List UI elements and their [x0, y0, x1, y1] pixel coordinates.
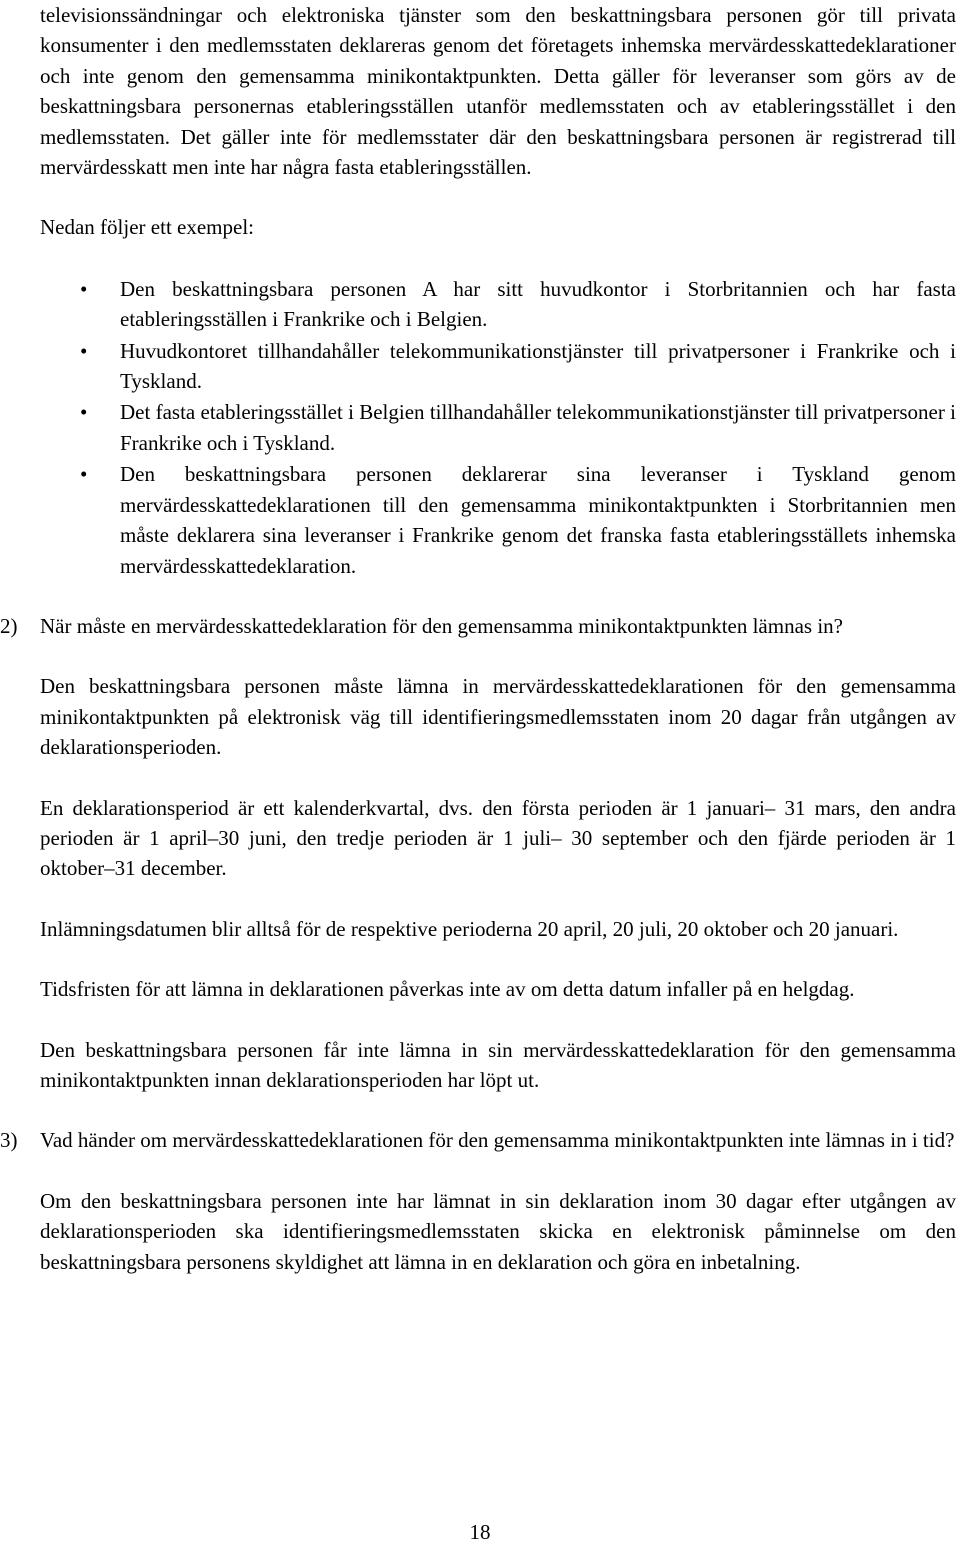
bullet-text: Den beskattningsbara personen A har sitt huvudkontor i Storbritannien och har fasta etableringsställen i Frankrike och i Belgien.: [120, 276, 956, 332]
question-3-number: 3): [0, 1128, 18, 1153]
answer-3-paragraph: Om den beskattningsbara personen inte har lämnat in sin deklaration inom 30 dagar efter utgången av deklarationsperioden ska identifieringsmedlemsstaten skicka en elektronisk påminnelse om den beskattningsbara personens skyldighet att lämna in en deklaration och göra en inbetalning.: [40, 1188, 956, 1274]
question-2-text: När måste en mervärdesskattedeklaration för den gemensamma minikontaktpunkten lämnas in?: [40, 613, 843, 638]
bullet-item: [40, 459, 956, 581]
example-bullet-list: [40, 274, 956, 581]
bullet-icon: •: [80, 276, 88, 301]
bullet-text: Det fasta etableringsstället i Belgien tillhandahåller telekommunikationstjänster till privatpersoner i Frankrike och i Tyskland.: [120, 400, 956, 455]
answer-2-paragraph: Tidsfristen för att lämna in deklarationen påverkas inte av om detta datum infaller på en helgdag.: [40, 977, 855, 1002]
bullet-item: [40, 397, 956, 458]
question-3-text: Vad händer om mervärdesskattedeklarationen för den gemensamma minikontaktpunkten inte lämnas in i tid?: [40, 1128, 955, 1153]
answer-2-paragraph: En deklarationsperiod är ett kalenderkvartal, dvs. den första perioden är 1 januari– 31 mars, den andra perioden är 1 april–30 juni, den tredje perioden är 1 juli– 30 september och den fjärde perioden är 1 oktober–31 december.: [40, 795, 956, 881]
question-3-heading: [0, 1125, 956, 1155]
bullet-text: Den beskattningsbara personen deklarerar sina leveranser i Tyskland genom mervärdesskattedeklarationen till den gemensamma minikontaktpunkten i Storbritannien men måste deklarera sina leveranser i Frankrike genom det franska fasta etableringsställets inhemska mervärdesskattedeklaration.: [120, 462, 956, 578]
bullet-item: [40, 336, 956, 397]
bullet-icon: •: [80, 400, 88, 425]
bullet-item: [40, 274, 956, 335]
bullet-icon: •: [80, 338, 88, 363]
intro-paragraph: televisionssändningar och elektroniska tjänster som den beskattningsbara personen gör till privata konsumenter i den medlemsstaten deklareras genom det företagets inhemska mervärdesskattedeklarationer och inte genom den gemensamma minikontaktpunkten. Detta gäller för leveranser som görs av de beskattningsbara personernas etableringsställen utanför medlemsstaten och av etableringsstället i den medlemsstaten. Det gäller inte för medlemsstater där den beskattningsbara personen är registrerad till mervärdesskatt men inte har några fasta etableringsställen.: [40, 3, 956, 180]
question-2-number: 2): [0, 613, 18, 638]
answer-2-paragraph: Den beskattningsbara personen måste lämna in mervärdesskattedeklarationen för den gemensamma minikontaktpunkten på elektronisk väg till identifieringsmedlemsstaten inom 20 dagar från utgången av deklarationsperioden.: [40, 674, 956, 760]
bullet-text: Huvudkontoret tillhandahåller telekommunikationstjänster till privatpersoner i Frankrike och i Tyskland.: [120, 338, 956, 394]
answer-2-paragraph: Den beskattningsbara personen får inte lämna in sin mervärdesskattedeklaration för den gemensamma minikontaktpunkten innan deklarationsperioden har löpt ut.: [40, 1037, 956, 1092]
example-lead: Nedan följer ett exempel:: [40, 215, 254, 240]
question-2-heading: [0, 611, 956, 641]
page-number: 18: [469, 1520, 491, 1544]
bullet-icon: •: [80, 462, 88, 487]
answer-2-paragraph: Inlämningsdatumen blir alltså för de respektive perioderna 20 april, 20 juli, 20 oktober och 20 januari.: [40, 916, 899, 941]
